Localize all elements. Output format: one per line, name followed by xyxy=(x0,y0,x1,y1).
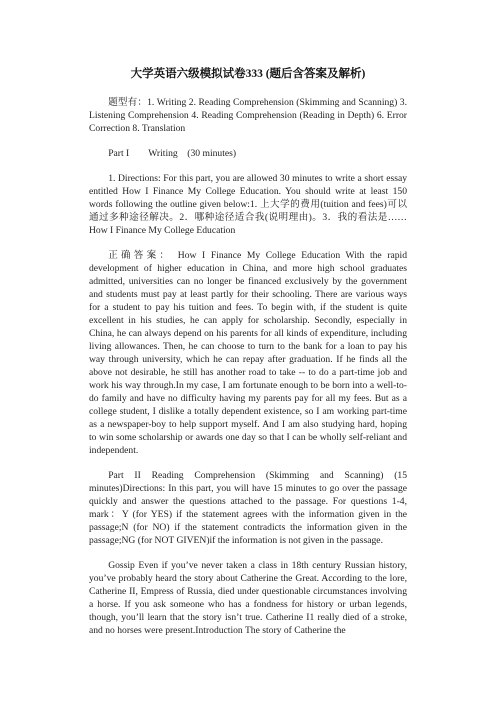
question-types: 题型有：1. Writing 2. Reading Comprehension (Skimming and Scanning) 3. Listening Comprehension 4. Reading Comprehension (Reading in Depth) 6. Error Correction 8. Translation xyxy=(89,97,407,134)
document-title: 大学英语六级模拟试卷333 (题后含答案及解析) xyxy=(130,68,366,80)
part2-directions: Part II Reading Comprehension (Skimming and Scanning) (15 minutes)Directions: In this part, you will have 15 minutes to go over the passage quickly and answer the questions attached to the passage. For questions 1-4, mark：Y (for YES) if the statement agrees with the information given in the passage;N (for NO) if the statement contradicts the information given in the passage;NG (for NOT GIVEN)if the information is not given in the passage. xyxy=(89,470,407,546)
part1-heading: Part I Writing (30 minutes) xyxy=(108,148,237,159)
reading-passage: Gossip Even if you’ve never taken a class in 18th century Russian history, you’ve probably heard the story about Catherine the Great. According to the lore, Catherine II, Empress of Russia, died under questionable circumstances involving a horse. If you ask someone who has a fondness for history or urban legends, though, you’ll learn that the story isn’t true. Catherine I1 really died of a stroke, and no horses were present.Introduction The story of Catherine the xyxy=(89,560,407,636)
writing-directions: 1. Directions: For this part, you are allowed 30 minutes to write a short essay entitled How I Finance My College Education. You should write at least 150 words following the outline given below:1. 上大学的费用(tuition and fees)可以通过多种途径解决。2．哪种途径适合我(说明理由)。3．我的看法是…… How I Finance My College Education xyxy=(89,173,407,236)
correct-answer: 正确答案： How I Finance My College Education With the rapid development of higher education in China, and more high school graduates admitted, universities can no longer be financed exclusively by the government and students must pay at least partly for their schooling. There are various ways for a student to pay his tuition and fees. To begin with, if the student is quite excellent in his studies, he can apply for scholarship. Secondly, especially in China, he can always depend on his parents for all kinds of expenditure, including living allowances. Then, he can choose to turn to the bank for a loan to pay his way through university, which he can repay after graduation. If he finds all the above not desirable, he still has another road to take -- to do a part-time job and work his way through.In my case, I am fortunate enough to be born into a well-to-do family and have no difficulty having my parents pay for all my fees. But as a college student, I dislike a totally dependent existence, so I am working part-time as a newspaper-boy to help support myself. And I am also studying hard, hoping to win some scholarship or awards one day so that I can be wholly self-reliant and independent. xyxy=(89,250,407,456)
